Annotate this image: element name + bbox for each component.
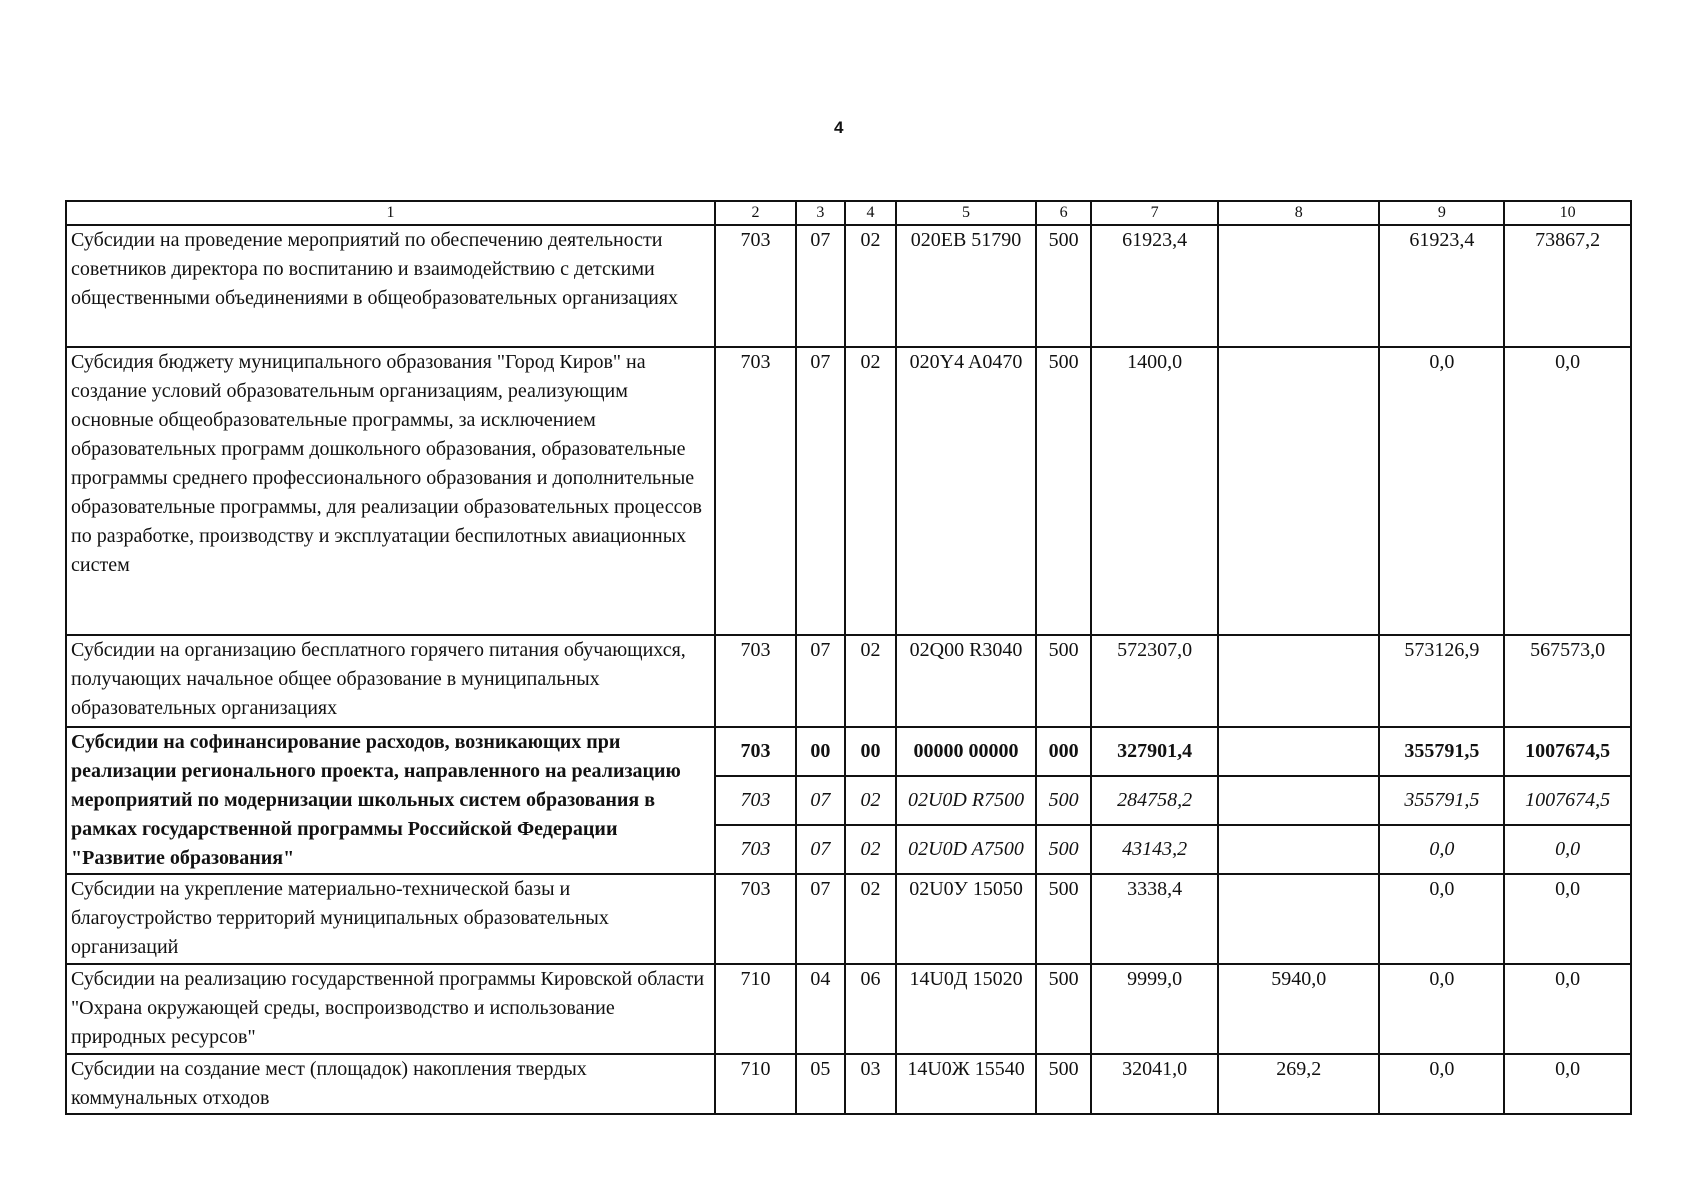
cell-col7: 43143,2: [1091, 825, 1218, 874]
column-header: 2: [715, 201, 796, 225]
row-description: Субсидии на софинансирование расходов, возникающих при реализации регионального проекта, направленного на реализацию мероприятий по модернизации школьных систем образования в рамках государственной программы Российской Федерации "Развитие образования": [66, 727, 715, 874]
cell-col6: 500: [1036, 347, 1091, 635]
cell-col7: 572307,0: [1091, 635, 1218, 727]
cell-col8: [1218, 727, 1380, 776]
cell-col6: 500: [1036, 964, 1091, 1054]
column-header: 3: [796, 201, 845, 225]
cell-col8: [1218, 874, 1380, 964]
cell-col6: 500: [1036, 635, 1091, 727]
cell-col3: 04: [796, 964, 845, 1054]
cell-col5: 14U0Ж 15540: [896, 1054, 1036, 1114]
column-header: 10: [1504, 201, 1631, 225]
cell-col7: 284758,2: [1091, 776, 1218, 825]
table-row: [66, 964, 1631, 1054]
cell-col4: 02: [845, 776, 896, 825]
cell-col2: 703: [715, 874, 796, 964]
table-row: [66, 347, 1631, 635]
cell-col8: [1218, 776, 1380, 825]
cell-col7: 1400,0: [1091, 347, 1218, 635]
cell-col8: [1218, 347, 1380, 635]
table-row: [66, 874, 1631, 964]
row-description: Субсидии на укрепление материально-технической базы и благоустройство территорий муниципальных образовательных организаций: [66, 874, 715, 964]
cell-col2: 703: [715, 825, 796, 874]
cell-col2: 703: [715, 776, 796, 825]
cell-col6: 500: [1036, 776, 1091, 825]
cell-col2: 710: [715, 1054, 796, 1114]
cell-col7: 9999,0: [1091, 964, 1218, 1054]
cell-col2: 703: [715, 225, 796, 347]
cell-col10: 0,0: [1504, 1054, 1631, 1114]
cell-col9: 0,0: [1379, 825, 1504, 874]
cell-col6: 500: [1036, 874, 1091, 964]
cell-col10: 567573,0: [1504, 635, 1631, 727]
cell-col3: 00: [796, 727, 845, 776]
cell-col2: 703: [715, 635, 796, 727]
cell-col5: 020ЕВ 51790: [896, 225, 1036, 347]
cell-col5: 02Q00 R3040: [896, 635, 1036, 727]
row-description: Субсидии на организацию бесплатного горячего питания обучающихся, получающих начальное общее образование в муниципальных образовательных организациях: [66, 635, 715, 727]
cell-col2: 710: [715, 964, 796, 1054]
table-row-total: [66, 727, 1631, 776]
row-description: Субсидии на создание мест (площадок) накопления твердых коммунальных отходов: [66, 1054, 715, 1114]
cell-col3: 07: [796, 874, 845, 964]
cell-col9: 355791,5: [1379, 727, 1504, 776]
cell-col8: [1218, 225, 1380, 347]
cell-col10: 1007674,5: [1504, 727, 1631, 776]
cell-col6: 500: [1036, 825, 1091, 874]
cell-col10: 0,0: [1504, 874, 1631, 964]
cell-col6: 500: [1036, 1054, 1091, 1114]
cell-col4: 06: [845, 964, 896, 1054]
row-description: Субсидия бюджету муниципального образования "Город Киров" на создание условий образовательным организациям, реализующим основные общеобразовательные программы, за исключением образовательных программ дошкольного образования, образовательные программы среднего профессионального образования и дополнительные образовательные программы, для реализации образовательных процессов по разработке, производству и эксплуатации беспилотных авиационных систем: [66, 347, 715, 635]
cell-col4: 03: [845, 1054, 896, 1114]
cell-col4: 00: [845, 727, 896, 776]
cell-col5: 02U0У 15050: [896, 874, 1036, 964]
cell-col7: 61923,4: [1091, 225, 1218, 347]
budget-table: [65, 200, 1632, 1115]
cell-col9: 0,0: [1379, 964, 1504, 1054]
cell-col3: 07: [796, 347, 845, 635]
cell-col5: 020Y4 A0470: [896, 347, 1036, 635]
cell-col9: 0,0: [1379, 1054, 1504, 1114]
cell-col4: 02: [845, 225, 896, 347]
cell-col4: 02: [845, 347, 896, 635]
column-header: 6: [1036, 201, 1091, 225]
cell-col4: 02: [845, 874, 896, 964]
cell-col9: 0,0: [1379, 874, 1504, 964]
cell-col2: 703: [715, 347, 796, 635]
column-header: 9: [1379, 201, 1504, 225]
cell-col3: 07: [796, 225, 845, 347]
column-number-row: [66, 201, 1631, 225]
cell-col10: 0,0: [1504, 825, 1631, 874]
cell-col5: 02U0D R7500: [896, 776, 1036, 825]
cell-col7: 327901,4: [1091, 727, 1218, 776]
table-row: [66, 1054, 1631, 1114]
cell-col5: 02U0D A7500: [896, 825, 1036, 874]
table-row: [66, 225, 1631, 347]
cell-col8: [1218, 825, 1380, 874]
cell-col3: 05: [796, 1054, 845, 1114]
cell-col2: 703: [715, 727, 796, 776]
cell-col10: 1007674,5: [1504, 776, 1631, 825]
cell-col4: 02: [845, 825, 896, 874]
cell-col8: [1218, 635, 1380, 727]
column-header: 8: [1218, 201, 1380, 225]
cell-col9: 355791,5: [1379, 776, 1504, 825]
cell-col10: 0,0: [1504, 964, 1631, 1054]
column-header: 4: [845, 201, 896, 225]
cell-col4: 02: [845, 635, 896, 727]
row-description: Субсидии на реализацию государственной программы Кировской области "Охрана окружающей среды, воспроизводство и использование природных ресурсов": [66, 964, 715, 1054]
cell-col9: 61923,4: [1379, 225, 1504, 347]
page-number: 4: [834, 118, 844, 137]
row-description: Субсидии на проведение мероприятий по обеспечению деятельности советников директора по воспитанию и взаимодействию с детскими общественными объединениями в общеобразовательных организациях: [66, 225, 715, 347]
column-header: 5: [896, 201, 1036, 225]
table-row: [66, 635, 1631, 727]
cell-col5: 00000 00000: [896, 727, 1036, 776]
cell-col8: 269,2: [1218, 1054, 1380, 1114]
cell-col10: 73867,2: [1504, 225, 1631, 347]
column-header: 7: [1091, 201, 1218, 225]
column-header: 1: [66, 201, 715, 225]
cell-col3: 07: [796, 635, 845, 727]
cell-col7: 3338,4: [1091, 874, 1218, 964]
cell-col5: 14U0Д 15020: [896, 964, 1036, 1054]
cell-col6: 000: [1036, 727, 1091, 776]
cell-col9: 573126,9: [1379, 635, 1504, 727]
cell-col9: 0,0: [1379, 347, 1504, 635]
cell-col6: 500: [1036, 225, 1091, 347]
cell-col3: 07: [796, 776, 845, 825]
cell-col7: 32041,0: [1091, 1054, 1218, 1114]
cell-col3: 07: [796, 825, 845, 874]
cell-col10: 0,0: [1504, 347, 1631, 635]
cell-col8: 5940,0: [1218, 964, 1380, 1054]
